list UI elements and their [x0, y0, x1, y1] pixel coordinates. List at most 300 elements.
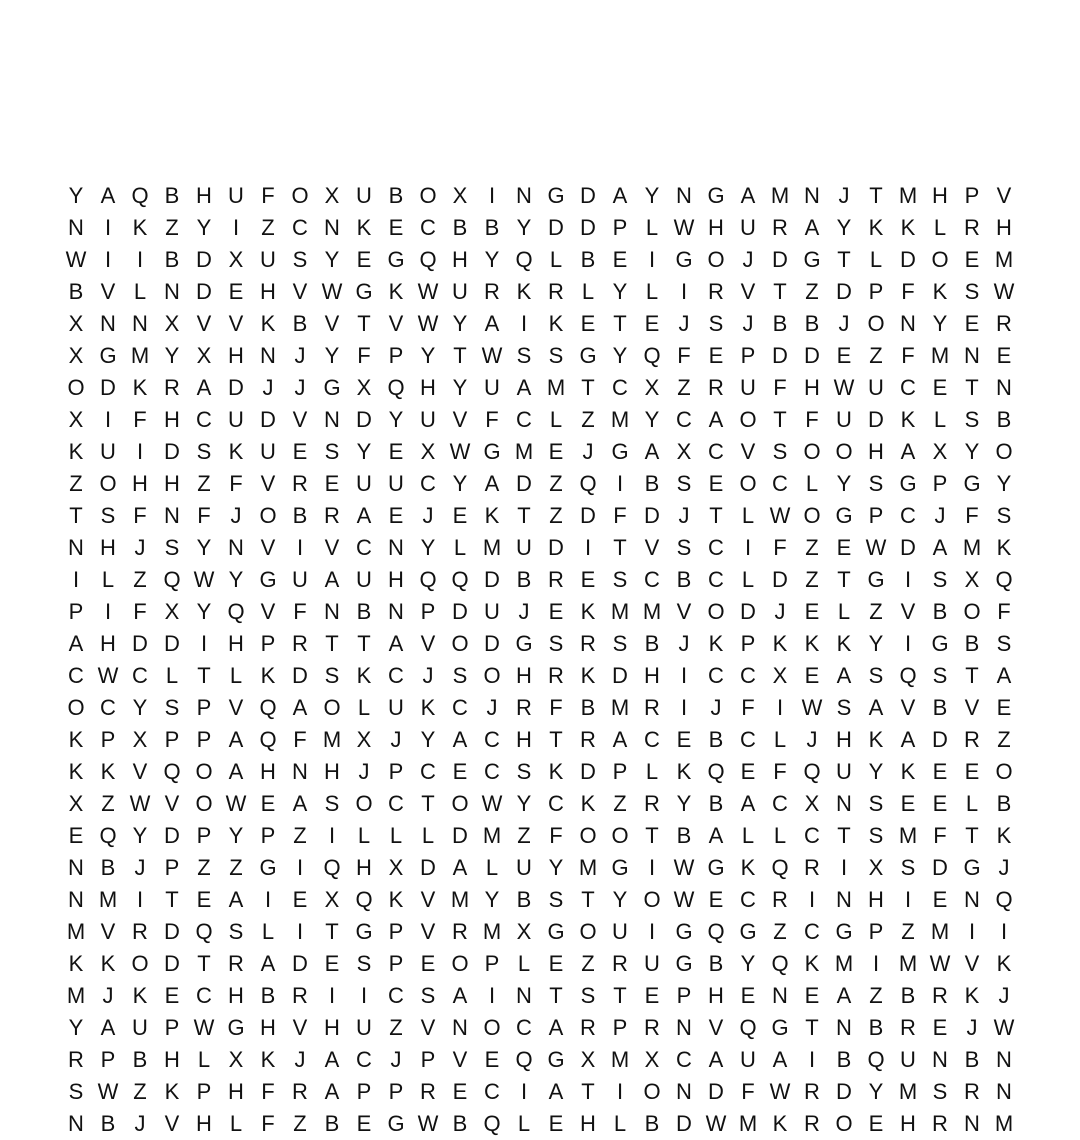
- grid-cell[interactable]: L: [741, 823, 755, 848]
- grid-cell[interactable]: U: [228, 183, 244, 208]
- grid-cell[interactable]: D: [644, 503, 660, 528]
- grid-cell[interactable]: N: [68, 535, 84, 560]
- grid-cell[interactable]: I: [104, 599, 112, 624]
- grid-cell[interactable]: B: [900, 983, 916, 1008]
- grid-cell[interactable]: D: [868, 407, 884, 432]
- grid-cell[interactable]: N: [516, 983, 532, 1008]
- grid-cell[interactable]: X: [324, 183, 340, 208]
- grid-cell[interactable]: C: [420, 759, 436, 784]
- grid-cell[interactable]: K: [548, 759, 564, 784]
- grid-cell[interactable]: I: [136, 247, 144, 272]
- grid-cell[interactable]: E: [548, 1111, 564, 1136]
- grid-cell[interactable]: T: [613, 983, 627, 1008]
- grid-cell[interactable]: F: [133, 599, 147, 624]
- grid-cell[interactable]: O: [867, 311, 885, 336]
- grid-cell[interactable]: K: [868, 727, 884, 752]
- grid-cell[interactable]: U: [228, 407, 244, 432]
- grid-cell[interactable]: G: [483, 439, 501, 464]
- grid-cell[interactable]: F: [901, 279, 915, 304]
- grid-cell[interactable]: A: [228, 759, 244, 784]
- grid-cell[interactable]: P: [100, 1047, 116, 1072]
- grid-cell[interactable]: B: [100, 1111, 116, 1136]
- grid-cell[interactable]: I: [680, 695, 688, 720]
- grid-cell[interactable]: B: [484, 215, 500, 240]
- grid-cell[interactable]: L: [773, 823, 787, 848]
- grid-cell[interactable]: U: [740, 375, 756, 400]
- grid-cell[interactable]: I: [136, 439, 144, 464]
- grid-cell[interactable]: O: [323, 695, 341, 720]
- grid-cell[interactable]: K: [676, 759, 692, 784]
- grid-cell[interactable]: L: [517, 951, 531, 976]
- grid-cell[interactable]: H: [580, 1111, 596, 1136]
- grid-cell[interactable]: O: [739, 407, 757, 432]
- grid-cell[interactable]: R: [164, 375, 180, 400]
- grid-cell[interactable]: X: [356, 375, 372, 400]
- grid-cell[interactable]: U: [612, 919, 628, 944]
- grid-cell[interactable]: I: [296, 535, 304, 560]
- grid-cell[interactable]: G: [323, 375, 341, 400]
- grid-cell[interactable]: X: [388, 855, 404, 880]
- grid-cell[interactable]: X: [164, 599, 180, 624]
- grid-cell[interactable]: D: [580, 503, 596, 528]
- grid-cell[interactable]: Z: [517, 823, 531, 848]
- grid-cell[interactable]: R: [804, 1111, 820, 1136]
- grid-cell[interactable]: G: [259, 855, 277, 880]
- grid-cell[interactable]: S: [612, 631, 628, 656]
- grid-cell[interactable]: N: [228, 535, 244, 560]
- grid-cell[interactable]: E: [324, 471, 340, 496]
- grid-cell[interactable]: Z: [101, 791, 115, 816]
- grid-cell[interactable]: S: [228, 919, 244, 944]
- grid-cell[interactable]: B: [452, 1111, 468, 1136]
- grid-cell[interactable]: Z: [293, 823, 307, 848]
- grid-cell[interactable]: F: [741, 695, 755, 720]
- grid-cell[interactable]: X: [68, 311, 84, 336]
- grid-cell[interactable]: H: [196, 183, 212, 208]
- grid-cell[interactable]: H: [228, 631, 244, 656]
- grid-cell[interactable]: Z: [901, 919, 915, 944]
- grid-cell[interactable]: M: [322, 727, 342, 752]
- grid-cell[interactable]: K: [772, 631, 788, 656]
- grid-cell[interactable]: Z: [197, 855, 211, 880]
- grid-cell[interactable]: V: [708, 1015, 724, 1040]
- grid-cell[interactable]: S: [548, 343, 564, 368]
- grid-cell[interactable]: L: [197, 1047, 211, 1072]
- grid-cell[interactable]: W: [801, 695, 823, 720]
- grid-cell[interactable]: R: [996, 311, 1012, 336]
- grid-cell[interactable]: E: [836, 343, 852, 368]
- grid-cell[interactable]: A: [228, 727, 244, 752]
- grid-cell[interactable]: Q: [995, 567, 1013, 592]
- grid-cell[interactable]: T: [69, 503, 83, 528]
- grid-cell[interactable]: T: [549, 983, 563, 1008]
- grid-cell[interactable]: I: [296, 855, 304, 880]
- grid-cell[interactable]: R: [580, 631, 596, 656]
- grid-cell[interactable]: B: [932, 599, 948, 624]
- grid-cell[interactable]: S: [836, 695, 852, 720]
- grid-cell[interactable]: R: [292, 631, 308, 656]
- grid-cell[interactable]: E: [612, 247, 628, 272]
- grid-cell[interactable]: T: [773, 279, 787, 304]
- grid-cell[interactable]: A: [548, 1079, 564, 1104]
- grid-cell[interactable]: F: [261, 183, 275, 208]
- grid-cell[interactable]: E: [740, 759, 756, 784]
- grid-cell[interactable]: N: [836, 1015, 852, 1040]
- grid-cell[interactable]: U: [260, 247, 276, 272]
- grid-cell[interactable]: M: [738, 1111, 758, 1136]
- grid-cell[interactable]: I: [648, 855, 656, 880]
- grid-cell[interactable]: P: [260, 823, 276, 848]
- grid-cell[interactable]: I: [72, 567, 80, 592]
- grid-cell[interactable]: Y: [196, 535, 212, 560]
- grid-cell[interactable]: R: [292, 471, 308, 496]
- grid-cell[interactable]: C: [196, 407, 212, 432]
- grid-cell[interactable]: G: [675, 951, 693, 976]
- grid-cell[interactable]: E: [548, 599, 564, 624]
- grid-cell[interactable]: S: [324, 439, 340, 464]
- grid-cell[interactable]: A: [708, 823, 724, 848]
- grid-cell[interactable]: Z: [389, 1015, 403, 1040]
- grid-cell[interactable]: H: [708, 215, 724, 240]
- grid-cell[interactable]: C: [708, 535, 724, 560]
- grid-cell[interactable]: X: [676, 439, 692, 464]
- grid-cell[interactable]: N: [68, 215, 84, 240]
- grid-cell[interactable]: E: [356, 247, 372, 272]
- grid-cell[interactable]: M: [546, 375, 566, 400]
- grid-cell[interactable]: Y: [996, 471, 1012, 496]
- grid-cell[interactable]: A: [68, 631, 84, 656]
- grid-cell[interactable]: W: [321, 279, 343, 304]
- grid-cell[interactable]: Z: [133, 1079, 147, 1104]
- grid-cell[interactable]: Y: [836, 471, 852, 496]
- grid-cell[interactable]: G: [931, 631, 949, 656]
- grid-cell[interactable]: U: [356, 567, 372, 592]
- grid-cell[interactable]: K: [388, 279, 404, 304]
- grid-cell[interactable]: C: [356, 1047, 372, 1072]
- grid-cell[interactable]: P: [68, 599, 84, 624]
- grid-cell[interactable]: A: [260, 951, 276, 976]
- grid-cell[interactable]: X: [580, 1047, 596, 1072]
- grid-cell[interactable]: B: [708, 791, 724, 816]
- grid-cell[interactable]: X: [68, 407, 84, 432]
- grid-cell[interactable]: I: [616, 471, 624, 496]
- grid-cell[interactable]: O: [67, 695, 85, 720]
- grid-cell[interactable]: K: [484, 503, 500, 528]
- grid-cell[interactable]: S: [868, 823, 884, 848]
- grid-cell[interactable]: I: [360, 983, 368, 1008]
- grid-cell[interactable]: A: [740, 183, 756, 208]
- grid-cell[interactable]: O: [451, 951, 469, 976]
- grid-cell[interactable]: I: [872, 951, 880, 976]
- grid-cell[interactable]: C: [900, 375, 916, 400]
- grid-cell[interactable]: V: [260, 471, 276, 496]
- grid-cell[interactable]: P: [484, 951, 500, 976]
- grid-cell[interactable]: N: [164, 279, 180, 304]
- grid-cell[interactable]: C: [900, 503, 916, 528]
- grid-cell[interactable]: D: [228, 375, 244, 400]
- grid-cell[interactable]: S: [676, 535, 692, 560]
- grid-cell[interactable]: J: [582, 439, 594, 464]
- grid-cell[interactable]: K: [900, 215, 916, 240]
- grid-cell[interactable]: G: [963, 471, 981, 496]
- grid-cell[interactable]: T: [613, 311, 627, 336]
- grid-cell[interactable]: R: [292, 983, 308, 1008]
- grid-cell[interactable]: V: [740, 439, 756, 464]
- grid-cell[interactable]: V: [228, 695, 244, 720]
- grid-cell[interactable]: P: [164, 727, 180, 752]
- grid-cell[interactable]: D: [580, 215, 596, 240]
- grid-cell[interactable]: V: [100, 279, 116, 304]
- grid-cell[interactable]: J: [390, 1047, 402, 1072]
- grid-cell[interactable]: C: [452, 695, 468, 720]
- grid-cell[interactable]: P: [868, 919, 884, 944]
- grid-cell[interactable]: E: [644, 983, 660, 1008]
- grid-cell[interactable]: R: [580, 727, 596, 752]
- grid-cell[interactable]: K: [132, 983, 148, 1008]
- grid-cell[interactable]: T: [325, 919, 339, 944]
- grid-cell[interactable]: N: [132, 311, 148, 336]
- grid-cell[interactable]: Q: [483, 1111, 501, 1136]
- grid-cell[interactable]: Z: [869, 983, 883, 1008]
- grid-cell[interactable]: G: [611, 855, 629, 880]
- grid-cell[interactable]: B: [996, 791, 1012, 816]
- grid-cell[interactable]: J: [678, 631, 690, 656]
- grid-cell[interactable]: O: [803, 503, 821, 528]
- grid-cell[interactable]: J: [230, 503, 242, 528]
- grid-cell[interactable]: O: [195, 759, 213, 784]
- grid-cell[interactable]: W: [993, 1015, 1015, 1040]
- grid-cell[interactable]: M: [66, 983, 86, 1008]
- grid-cell[interactable]: Z: [805, 535, 819, 560]
- grid-cell[interactable]: R: [708, 375, 724, 400]
- grid-cell[interactable]: P: [164, 855, 180, 880]
- grid-cell[interactable]: E: [388, 503, 404, 528]
- grid-cell[interactable]: U: [740, 215, 756, 240]
- grid-cell[interactable]: E: [708, 471, 724, 496]
- grid-cell[interactable]: U: [836, 759, 852, 784]
- grid-cell[interactable]: O: [259, 503, 277, 528]
- grid-cell[interactable]: R: [644, 1015, 660, 1040]
- grid-cell[interactable]: P: [868, 503, 884, 528]
- grid-cell[interactable]: R: [772, 215, 788, 240]
- grid-cell[interactable]: X: [228, 1047, 244, 1072]
- grid-cell[interactable]: N: [260, 343, 276, 368]
- grid-cell[interactable]: B: [164, 183, 180, 208]
- grid-cell[interactable]: D: [484, 631, 500, 656]
- grid-cell[interactable]: E: [804, 663, 820, 688]
- grid-cell[interactable]: Q: [163, 567, 181, 592]
- grid-cell[interactable]: S: [612, 567, 628, 592]
- grid-cell[interactable]: D: [356, 407, 372, 432]
- grid-cell[interactable]: C: [708, 567, 724, 592]
- grid-cell[interactable]: Z: [773, 919, 787, 944]
- grid-cell[interactable]: Z: [805, 567, 819, 592]
- grid-cell[interactable]: O: [995, 439, 1013, 464]
- grid-cell[interactable]: I: [1000, 919, 1008, 944]
- grid-cell[interactable]: F: [549, 695, 563, 720]
- grid-cell[interactable]: Y: [868, 1079, 884, 1104]
- grid-cell[interactable]: G: [387, 1111, 405, 1136]
- grid-cell[interactable]: Y: [196, 599, 212, 624]
- grid-cell[interactable]: E: [900, 791, 916, 816]
- grid-cell[interactable]: Z: [549, 503, 563, 528]
- grid-cell[interactable]: L: [101, 567, 115, 592]
- grid-cell[interactable]: L: [229, 663, 243, 688]
- grid-cell[interactable]: C: [388, 791, 404, 816]
- grid-cell[interactable]: A: [996, 663, 1012, 688]
- grid-cell[interactable]: Y: [868, 631, 884, 656]
- grid-cell[interactable]: F: [261, 1111, 275, 1136]
- grid-cell[interactable]: T: [613, 535, 627, 560]
- grid-cell[interactable]: M: [994, 247, 1014, 272]
- grid-cell[interactable]: J: [294, 1047, 306, 1072]
- grid-cell[interactable]: E: [292, 439, 308, 464]
- grid-cell[interactable]: Q: [451, 567, 469, 592]
- grid-cell[interactable]: L: [229, 1111, 243, 1136]
- grid-cell[interactable]: V: [644, 535, 660, 560]
- grid-cell[interactable]: U: [644, 951, 660, 976]
- grid-cell[interactable]: Y: [868, 759, 884, 784]
- grid-cell[interactable]: O: [67, 375, 85, 400]
- grid-cell[interactable]: J: [934, 503, 946, 528]
- grid-cell[interactable]: K: [68, 727, 84, 752]
- grid-cell[interactable]: H: [996, 215, 1012, 240]
- grid-cell[interactable]: A: [708, 1047, 724, 1072]
- grid-cell[interactable]: F: [197, 503, 211, 528]
- grid-cell[interactable]: T: [357, 631, 371, 656]
- grid-cell[interactable]: H: [868, 887, 884, 912]
- grid-cell[interactable]: C: [420, 471, 436, 496]
- grid-cell[interactable]: G: [707, 183, 725, 208]
- grid-cell[interactable]: K: [964, 983, 980, 1008]
- grid-cell[interactable]: Y: [228, 823, 244, 848]
- grid-cell[interactable]: L: [933, 407, 947, 432]
- grid-cell[interactable]: W: [449, 439, 471, 464]
- grid-cell[interactable]: B: [644, 1111, 660, 1136]
- grid-cell[interactable]: Y: [164, 343, 180, 368]
- grid-cell[interactable]: B: [324, 1111, 340, 1136]
- grid-cell[interactable]: M: [130, 343, 150, 368]
- grid-cell[interactable]: T: [549, 727, 563, 752]
- grid-cell[interactable]: P: [612, 759, 628, 784]
- grid-cell[interactable]: L: [165, 663, 179, 688]
- grid-cell[interactable]: Q: [355, 887, 373, 912]
- grid-cell[interactable]: T: [965, 823, 979, 848]
- grid-cell[interactable]: S: [292, 247, 308, 272]
- grid-cell[interactable]: R: [612, 951, 628, 976]
- grid-cell[interactable]: L: [837, 599, 851, 624]
- grid-cell[interactable]: Y: [324, 343, 340, 368]
- grid-cell[interactable]: M: [898, 183, 918, 208]
- grid-cell[interactable]: Y: [452, 311, 468, 336]
- grid-cell[interactable]: L: [741, 567, 755, 592]
- grid-cell[interactable]: E: [388, 215, 404, 240]
- grid-cell[interactable]: L: [549, 247, 563, 272]
- grid-cell[interactable]: T: [773, 407, 787, 432]
- grid-cell[interactable]: V: [420, 1015, 436, 1040]
- grid-cell[interactable]: C: [196, 983, 212, 1008]
- grid-cell[interactable]: D: [164, 919, 180, 944]
- grid-cell[interactable]: D: [772, 567, 788, 592]
- grid-cell[interactable]: L: [869, 247, 883, 272]
- grid-cell[interactable]: M: [482, 535, 502, 560]
- grid-cell[interactable]: I: [904, 567, 912, 592]
- grid-cell[interactable]: Q: [995, 887, 1013, 912]
- grid-cell[interactable]: K: [580, 663, 596, 688]
- grid-cell[interactable]: A: [452, 855, 468, 880]
- grid-cell[interactable]: J: [998, 983, 1010, 1008]
- grid-cell[interactable]: S: [932, 663, 948, 688]
- grid-cell[interactable]: A: [484, 311, 500, 336]
- grid-cell[interactable]: Q: [419, 567, 437, 592]
- grid-cell[interactable]: U: [292, 567, 308, 592]
- grid-cell[interactable]: N: [452, 1015, 468, 1040]
- grid-cell[interactable]: Q: [259, 695, 277, 720]
- grid-cell[interactable]: O: [739, 471, 757, 496]
- grid-cell[interactable]: E: [836, 535, 852, 560]
- grid-cell[interactable]: Q: [643, 343, 661, 368]
- grid-cell[interactable]: C: [708, 663, 724, 688]
- grid-cell[interactable]: S: [932, 1079, 948, 1104]
- grid-cell[interactable]: U: [420, 407, 436, 432]
- grid-cell[interactable]: W: [673, 215, 695, 240]
- grid-cell[interactable]: Q: [419, 247, 437, 272]
- grid-cell[interactable]: I: [328, 983, 336, 1008]
- grid-cell[interactable]: B: [644, 631, 660, 656]
- grid-cell[interactable]: V: [100, 919, 116, 944]
- grid-cell[interactable]: G: [771, 1015, 789, 1040]
- grid-cell[interactable]: R: [804, 855, 820, 880]
- grid-cell[interactable]: Q: [227, 599, 245, 624]
- grid-cell[interactable]: U: [516, 855, 532, 880]
- grid-cell[interactable]: W: [993, 279, 1015, 304]
- grid-cell[interactable]: F: [133, 503, 147, 528]
- grid-cell[interactable]: B: [292, 311, 308, 336]
- grid-cell[interactable]: G: [227, 1015, 245, 1040]
- grid-cell[interactable]: N: [324, 215, 340, 240]
- grid-cell[interactable]: D: [164, 823, 180, 848]
- grid-cell[interactable]: E: [324, 951, 340, 976]
- grid-cell[interactable]: L: [389, 823, 403, 848]
- grid-cell[interactable]: R: [932, 983, 948, 1008]
- grid-cell[interactable]: B: [932, 695, 948, 720]
- grid-cell[interactable]: J: [518, 599, 530, 624]
- grid-cell[interactable]: V: [996, 183, 1012, 208]
- grid-cell[interactable]: U: [356, 183, 372, 208]
- grid-cell[interactable]: M: [898, 951, 918, 976]
- grid-cell[interactable]: Q: [515, 1047, 533, 1072]
- grid-cell[interactable]: V: [964, 695, 980, 720]
- grid-cell[interactable]: Z: [677, 375, 691, 400]
- grid-cell[interactable]: C: [388, 983, 404, 1008]
- grid-cell[interactable]: N: [388, 535, 404, 560]
- grid-cell[interactable]: I: [808, 1047, 816, 1072]
- grid-cell[interactable]: S: [996, 631, 1012, 656]
- grid-cell[interactable]: C: [68, 663, 84, 688]
- grid-cell[interactable]: N: [676, 1079, 692, 1104]
- grid-cell[interactable]: J: [678, 311, 690, 336]
- grid-cell[interactable]: U: [484, 375, 500, 400]
- grid-cell[interactable]: Y: [516, 791, 532, 816]
- grid-cell[interactable]: E: [452, 759, 468, 784]
- grid-cell[interactable]: S: [932, 567, 948, 592]
- grid-cell[interactable]: C: [484, 759, 500, 784]
- grid-cell[interactable]: N: [676, 1015, 692, 1040]
- grid-cell[interactable]: Y: [388, 407, 404, 432]
- grid-cell[interactable]: X: [644, 1047, 660, 1072]
- grid-cell[interactable]: M: [994, 1111, 1014, 1136]
- grid-cell[interactable]: C: [388, 663, 404, 688]
